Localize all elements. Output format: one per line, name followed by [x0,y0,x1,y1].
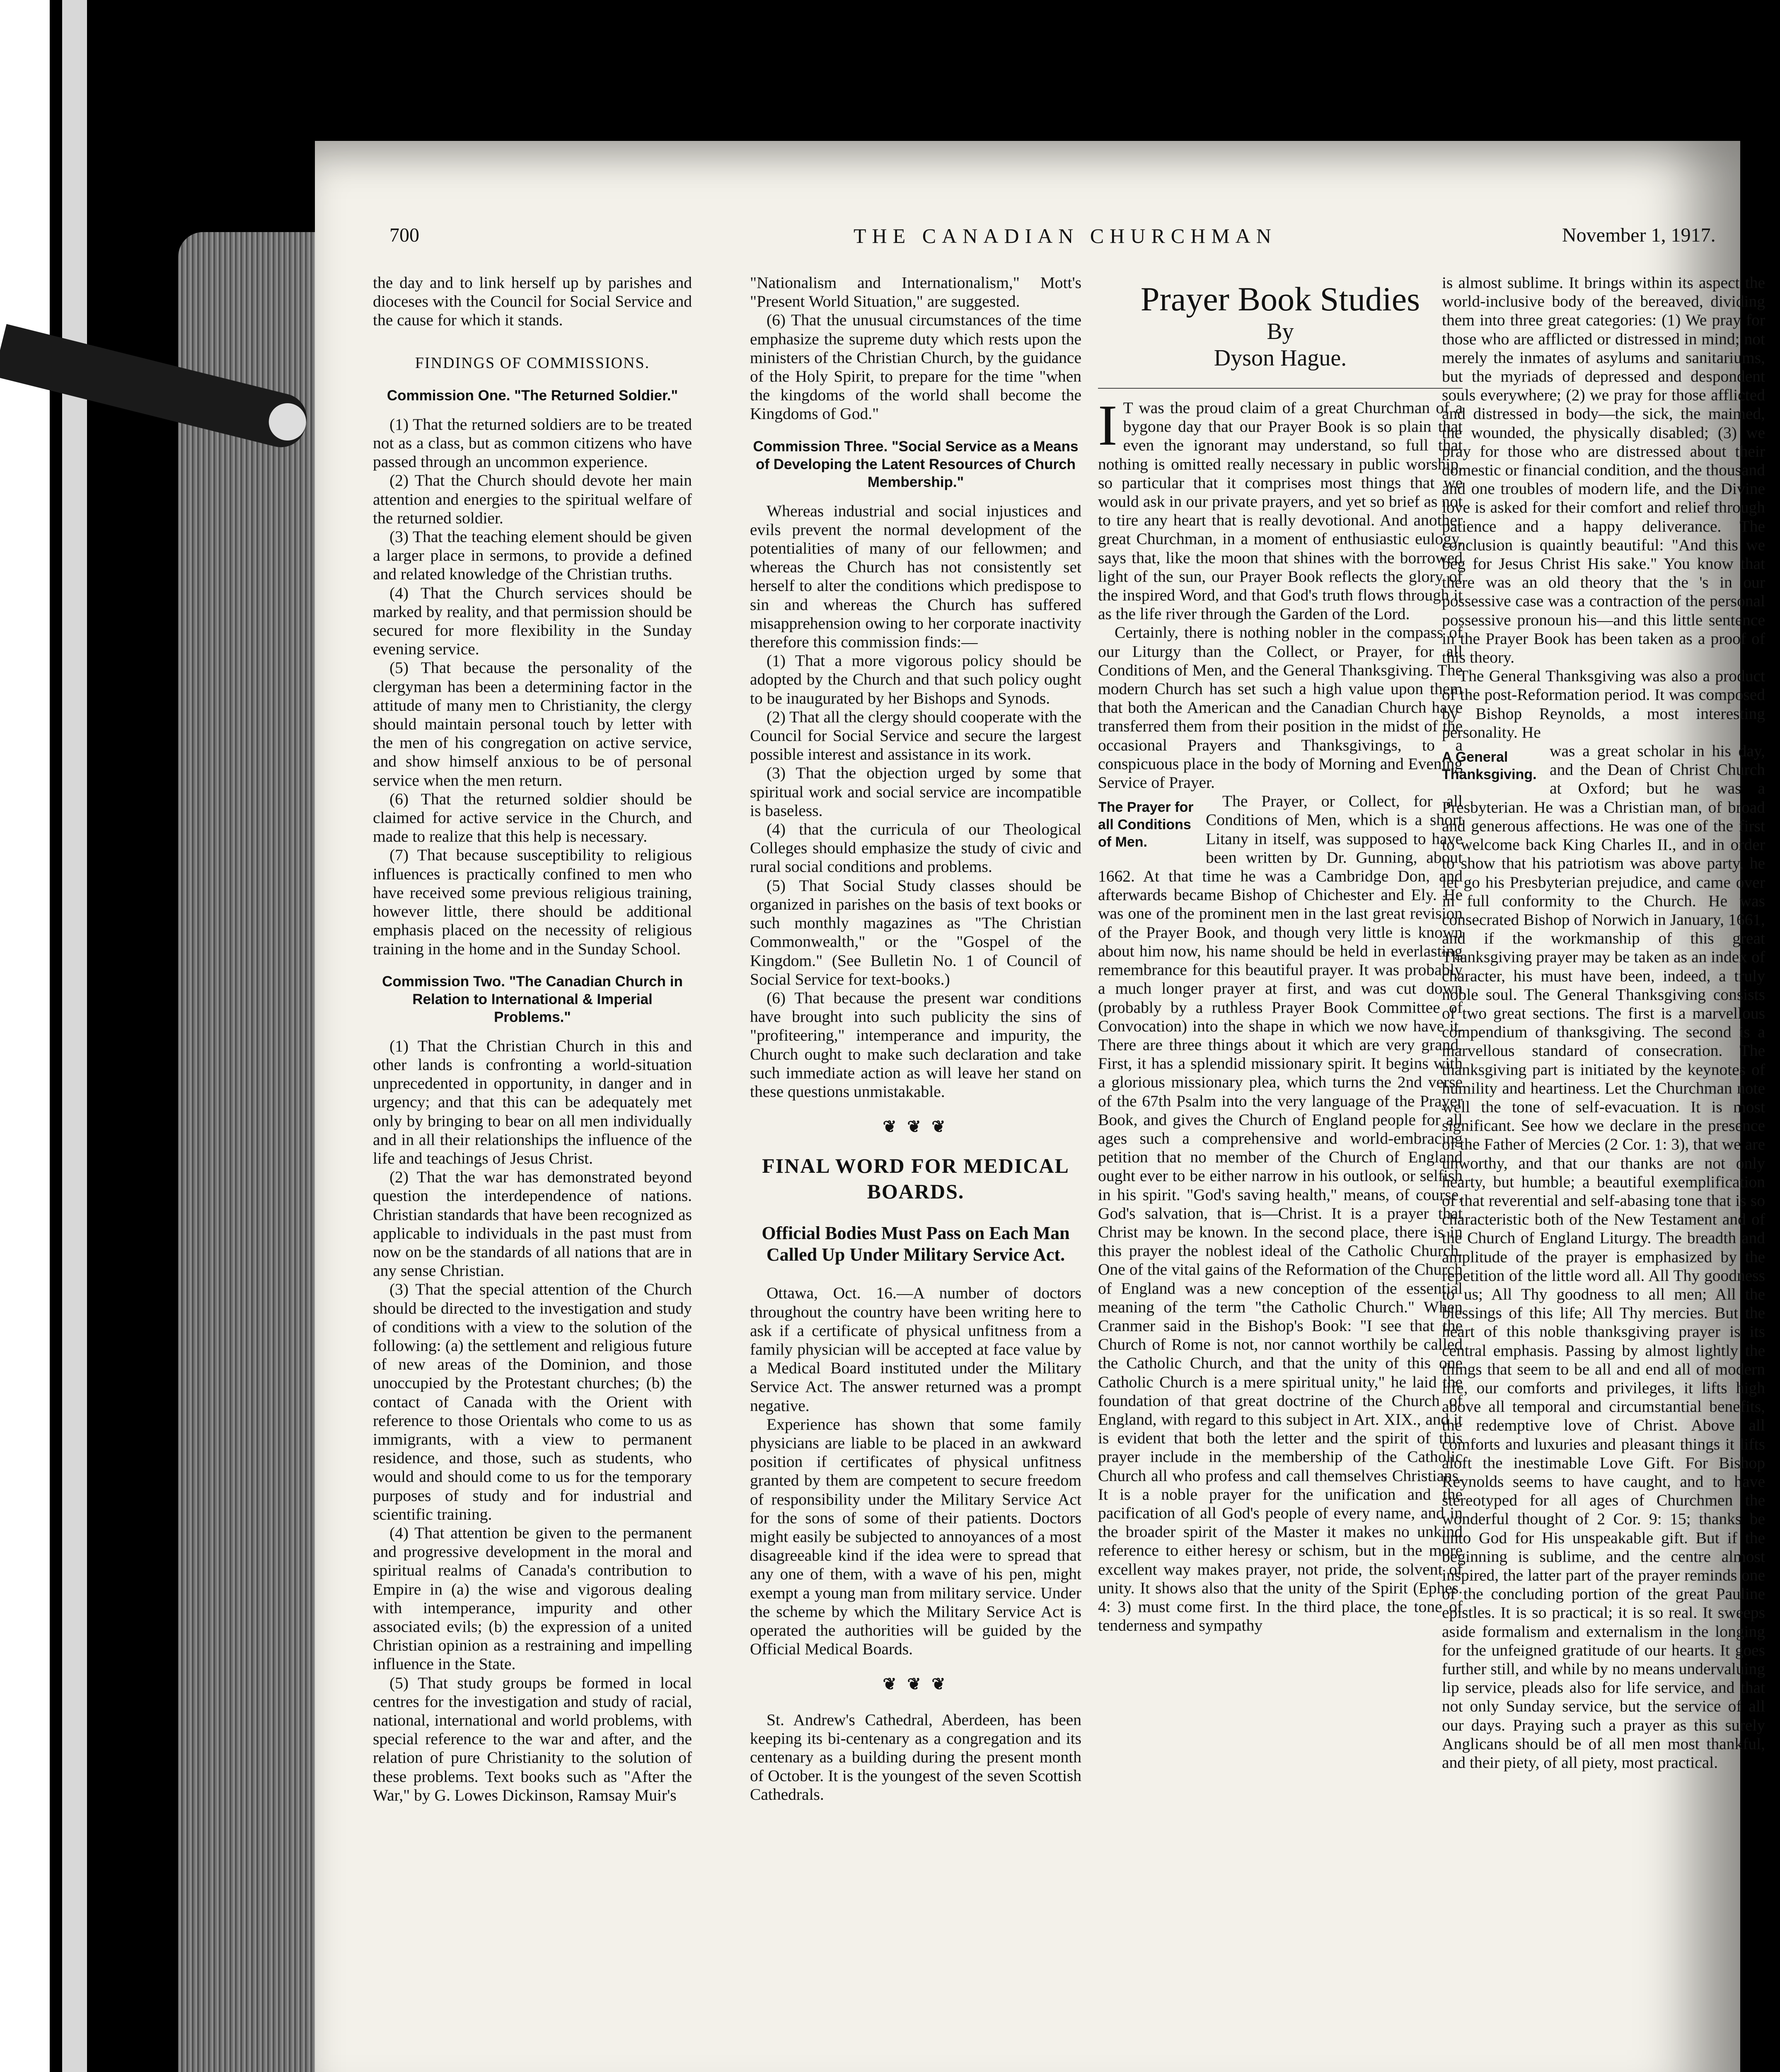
commission-one-item: (6) That the returned soldier should be claimed for active service in the Church, and made to realize that this help is necessary. [373,789,692,846]
commission-three-item: (5) That Social Study classes should be organized in parishes on the basis of text books or such monthly magazines as "The Christian Commonwealth," or the "Gospel of the Kingdom." (See Bulletin No. 1 of Council of Social Service for text-books.) [750,876,1081,988]
commission-one-item: (3) That the teaching element should be given a larger place in sermons, to provide a defined and related knowledge of the Christian truths. [373,528,692,583]
commission-one-item: (4) That the Church services should be marked by reality, and that permission should be secured for more flexibility in the Sunday evening service. [373,583,692,658]
commission-two-item: (2) That the war has demonstrated beyond question the interdependence of nations. Christian standards that have been recognized as applicable to individuals in the past must from now on be the standards of all nations that are in any sense Christian. [373,1168,692,1280]
title-rule [1098,388,1463,391]
findings-heading: FINDINGS OF COMMISSIONS. [415,354,650,372]
medical-boards-paragraph: Experience has shown that some family physicians are liable to be placed in an awkward position if certificates of physical unfitness granted by them are competent to secure freedom of responsibility under the Military Service Act for the sons of some of their patients. Doctors might easily be subjected to annoyances of a most disagreeable kind if the idea were to spread that any one of them, with a wave of his pen, might exempt a young man from military service. Under the scheme by which the Military Service Act is operated the authorities will be guided by the Official Medical Boards. [750,1415,1081,1658]
article-paragraph-1 [1098,393,1463,623]
commission-three-item: (4) that the curricula of our Theological Colleges should emphasize the study of civic and rural social conditions and problems. [750,820,1081,876]
commission-one-item: (2) That the Church should devote her main attention and energies to the spiritual welfare of the returned soldier. [373,471,692,527]
commission-two-item: (5) That study groups be formed in local centres for the investigation and study of racial, national, international and world problems, with special reference to the war and after, and the relation of pure Christianity to the solution of these problems. Text books such as "After the War," by G. Lowes Dickinson, Ramsay Muir's [373,1673,692,1804]
publication-title: THE CANADIAN CHURCHMAN [854,224,1277,247]
medical-boards-headline: FINAL WORD FOR MEDICAL BOARDS. [762,1154,1069,1203]
section-ornament: ❦ ❦ ❦ [883,1118,949,1136]
commission-three-intro: Whereas industrial and social injustices and evils prevent the normal development of the potentialities of many of our fellowmen; and whereas the Church has not consistently set herself to alter the conditions which predispose to sin and whereas the Church has suffered misapprehension owing to her corporate inactivity therefore this commission finds:— [750,501,1081,651]
scan-margin-strip-grey [62,0,87,2072]
commission-one-item: (7) That because susceptibility to religious influences is practically confined to men who have received some previous religious training, however little, there should be additional emphasis placed on the necessity of religious training in the home and in the Sunday School. [373,846,692,958]
commission-two-item: (4) That attention be given to the permanent and progressive development in the moral and spiritual realms of Canada's contribution to Empire in (a) the wise and vigorous dealing with intemperance, impurity and other associated evils; (b) the expression of a united Christian opinion as a restraining and impelling influence in the State. [373,1523,692,1673]
article-paragraph-2: Certainly, there is nothing nobler in the compass of our Liturgy than the Collect, or Prayer, for all Conditions of Men, and the General Thanksgiving. The modern Church has set such a high value upon them that both the American and the Canadian Church have transferred them from their position in the midst of the occasional Prayers and Thanksgivings, to a conspicuous place in the body of Morning and Evening Service of Prayer. [1098,623,1463,792]
column-2 [750,274,1081,1804]
side-heading-prayer-for-all: The Prayer for all Conditions of Men. [1098,799,1194,850]
commission-three-heading: Commission Three. "Social Service as a Means of Developing the Latent Resources of Church Membership." [753,438,1079,490]
aberdeen-paragraph: St. Andrew's Cathedral, Aberdeen, has been keeping its bi-centenary as a congregation and its centenary as a building during the present month of October. It is the youngest of the seven Scottish Cathedrals. [750,1710,1081,1804]
byline-author: Dyson Hague. [1214,345,1347,371]
col2-continuation: "Nationalism and Internationalism," Mott's "Present World Situation," are suggested. [750,274,1081,311]
section-ornament: ❦ ❦ ❦ [883,1675,949,1694]
commission-three-item: (3) That the objection urged by some that spiritual work and social service are incompatible is baseless. [750,764,1081,820]
col4-paragraph-1: is almost sublime. It brings within its aspect the world-inclusive body of the bereaved, dividing them into three great categories: (1) We pray for those who are afflicted or distressed in mind; not merely the inmates of asylums and sanitariums, but the myriads of depressed and despondent souls everywhere; (2) we pray for those afflicted and distressed in body—the sick, the maimed, the wounded, the physically disabled; (3) we pray for those who are distressed about their domestic or financial condition, and the thousand and one troubles of modern life, and the Divine love is asked for their comfort and relief through patience and a happy deliverance. The conclusion is quaintly beautiful: "And this we beg for Jesus Christ His sake." You know that there was an old theory that the 's in our possessive case was a contraction of the personal possessive pronoun his—and this little sentence in the Prayer Book has been taken as a proof of this theory. [1442,274,1765,667]
commission-two-item: (3) That the special attention of the Church should be directed to the investigation and study of conditions with a view to the solution of the following: (a) the settlement and religious future of new areas of the Dominion, and those unoccupied by the Protestant churches; (b) the contact of Canada with the Orient with reference to those Orientals who come to us as immigrants, with a view to permanent residence, and those, such as students, who would and should come to us for the temporary purposes of study and for industrial and scientific training. [373,1280,692,1523]
byline-by: By [1267,319,1294,344]
page-number: 700 [389,224,419,246]
commission-two-heading: Commission Two. "The Canadian Church in Relation to International & Imperial Problems." [382,973,683,1025]
col1-intro: the day and to link herself up by parishes and dioceses with the Council for Social Service and the cause for which it stands. [373,274,692,329]
article-title: Prayer Book Studies [1140,280,1420,318]
column-3 [1098,274,1463,1635]
commission-one-item: (1) That the returned soldiers are to be treated not as a class, but as common citizens who have passed through an uncommon experience. [373,415,692,471]
drop-cap: I [1098,393,1117,457]
col4-paragraph-2: was a great scholar in his day, and the Dean of Christ Church at Oxford; but he was a Presbyterian. He was a Christian man, of broad and generous affections. He was one of the first to welcome back King Charles II., and in order to show that his patriotism was above party, he let go his Presbyterian prejudice, and came over in full conformity to the Church. He was consecrated Bishop of Norwich in January, 1661, and if the workmanship of this great Thanksgiving prayer may be taken as an index of character, his must have been, indeed, a truly noble soul. The General Thanksgiving consists of two great sections. The first is a marvellous compendium of thanksgiving. The second is a marvellous standard of consecration. The thanksgiving part is initiated by the keynotes of humility and heartiness. Let the Churchman note well the tone of self-evacuation. It is most significant. See how we declare in the presence of the Father of Mercies (2 Cor. 1: 3), that we are unworthy, and that our thanks are not only hearty, but humble; a beautiful exemplification of that reverential and self-abasing tone that is so characteristic both of the New Testament and of the Church of England Liturgy. The breadth and amplitude of the prayer is emphasized by the repetition of the little word all. All Thy goodness to us; All Thy goodness to all men; All the blessings of this life; All Thy mercies. But the heart of this noble thanksgiving prayer is its central emphasis. Passing by almost lightly the things that seem to be all and end all of modern life, our comforts and privileges, it lifts high above all temporal and circumstantial benefits, the redemptive love of Christ. Above all comforts and luxuries and pleasant things it lifts aloft the inestimable Love Gift. For Bishop Reynolds seems to have caught, and to have stereotyped for all ages of Churchmen the wonderful thought of 2 Cor. 9: 15; thanks be unto God for His unspeakable gift. But if the beginning is sublime, and the centre almost inspired, the latter part of the prayer reminds one of the concluding portion of the great Pauline epistles. It is so practical; it is so real. It sweeps aside formalism and externalism in the longing for the unfeigned gratitude of our hearts. It goes further still, and while by no means undervaluing lip service, pleads also for life service, and that not only Sunday service, but the service of all our days. Praying such a prayer as this surely Anglicans should be of all men most thankful, and their piety, of all piety, most practical. [1442,742,1765,1772]
article-paragraph-1-text: T was the proud claim of a great Churchman of a bygone day that our Prayer Book is so plain that even the ignorant may understand, so full that nothing is omitted really necessary in public worship, so particular that it comprises most things that we would ask in our private prayers, and yet so brief as not to tire any heart that is really devotional. And another great Churchman, in a moment of enthusiastic eulogy, says that, like the moon that shines with the borrowed light of the sun, our Prayer Book reflects the glory of the inspired Word, and that God's truth flows through it as the life river through the Garden of the Lord. [1098,399,1463,623]
commission-two-item: (1) That the Christian Church in this and other lands is confronting a world-situation unprecedented in opportunity, in danger and in urgency; and that this can be adequately met only by bringing to bear on all men individually and in all their relationships the influence of the life and teachings of Jesus Christ. [373,1036,692,1167]
page-edges [178,232,315,2072]
scan-margin-strip [0,0,50,2072]
commission-three-item: (6) That because the present war conditions have brought into such publicity the sins of "profiteering," intemperance and impurity, the Church ought to make such declaration and take such immediate action as will leave her stand on these questions unmistakable. [750,988,1081,1101]
article-paragraph-3: The Prayer, or Collect, for all Conditions of Men, which is a short Litany in itself, was supposed to have been written by Dr. Gunning, about 1662. At that time he was a Cambridge Don, and afterwards became Bishop of Chichester and Ely. He was one of the prominent men in the last great revision of the Prayer Book, and though very little is known about him now, his name should be held in everlasting remembrance for this beautiful prayer. It was probably a much longer prayer at first, and was cut down (probably by a ruthless Prayer Book Committee of Convocation) into the shape in which we now have it. There are three things about it which are very grand. First, it has a splendid missionary spirit. It begins with a glorious missionary plea, which turns the 2nd verse of the 67th Psalm into the very language of the Prayer Book, and gives the Church of England people for all ages such a comprehensive and world-embracing petition that no member of the Church of England ought ever to be either narrow in his outlook, or selfish in his spirit. "God's saving health," means, of course, God's salvation, that is—Christ. It is a prayer that Christ may be known. In the second place, there is in this prayer the noblest ideal of the Catholic Church. One of the vital gains of the Reformation of the Church of England was a new conception of the essential meaning of the term "the Catholic Church." When Cranmer said in the Bishop's Book: "I see that the Church of Rome is not, nor cannot worthily be called the Catholic Church, and that the unity of this one Catholic Church is a mere spiritual unity," he laid the foundation of that great doctrine of the Church of England, with regard to this subject in Art. XIX., and it is evident that both the letter and the spirit of this prayer include in the membership of the Catholic Church all who profess and call themselves Christians. It is a noble prayer for the unification and the pacification of all God's people of every name, and in the broader spirit of the Master it makes no unkind reference to either heresy or schism, but in the more excellent way makes prayer, not pride, the solvent of unity. It shows also that the unity of the Spirit (Ephes. 4: 3) must come first. In the third place, the tone of tenderness and sympathy [1098,792,1463,1635]
medical-boards-subheadline: Official Bodies Must Pass on Each Man Called Up Under Military Service Act. [762,1223,1070,1265]
commission-one-item: (5) That because the personality of the clergyman has been a determining factor in the attitude of many men to Christianity, the clergy should maintain personal touch by letter with the men of his congregation on active service, and show himself anxious to be of personal service when the men return. [373,658,692,789]
medical-boards-paragraph: Ottawa, Oct. 16.—A number of doctors throughout the country have been writing here to ask if a certificate of physical unfitness from a family physician will be accepted at face value by a Medical Board instituted under the Military Service Act. The answer returned was a prompt negative. [750,1284,1081,1415]
side-heading-general-thanksgiving: A General Thanksgiving. [1442,749,1537,783]
commission-two-item-6: (6) That the unusual circumstances of the time emphasize the supreme duty which rests upon the ministers of the Christian Church, by the guidance of the Holy Spirit, to prepare for the time "when the kingdoms of the world shall become the Kingdoms of God." [750,311,1081,423]
commission-three-item: (1) That a more vigorous policy should be adopted by the Church and that such policy ought to be inaugurated by her Bishops and Synods. [750,651,1081,707]
issue-date: November 1, 1917. [1562,224,1716,246]
col4-paragraph-2-start: The General Thanksgiving was also a product of the post-Reformation period. It was composed by Bishop Reynolds, a most interesting personality. He [1442,667,1765,741]
column-4 [1442,274,1765,1772]
commission-one-heading: Commission One. "The Returned Soldier." [387,387,678,404]
commission-three-item: (2) That all the clergy should cooperate with the Council for Social Service and secure the largest possible interest and assistance in its work. [750,707,1081,764]
column-1 [373,274,692,1805]
